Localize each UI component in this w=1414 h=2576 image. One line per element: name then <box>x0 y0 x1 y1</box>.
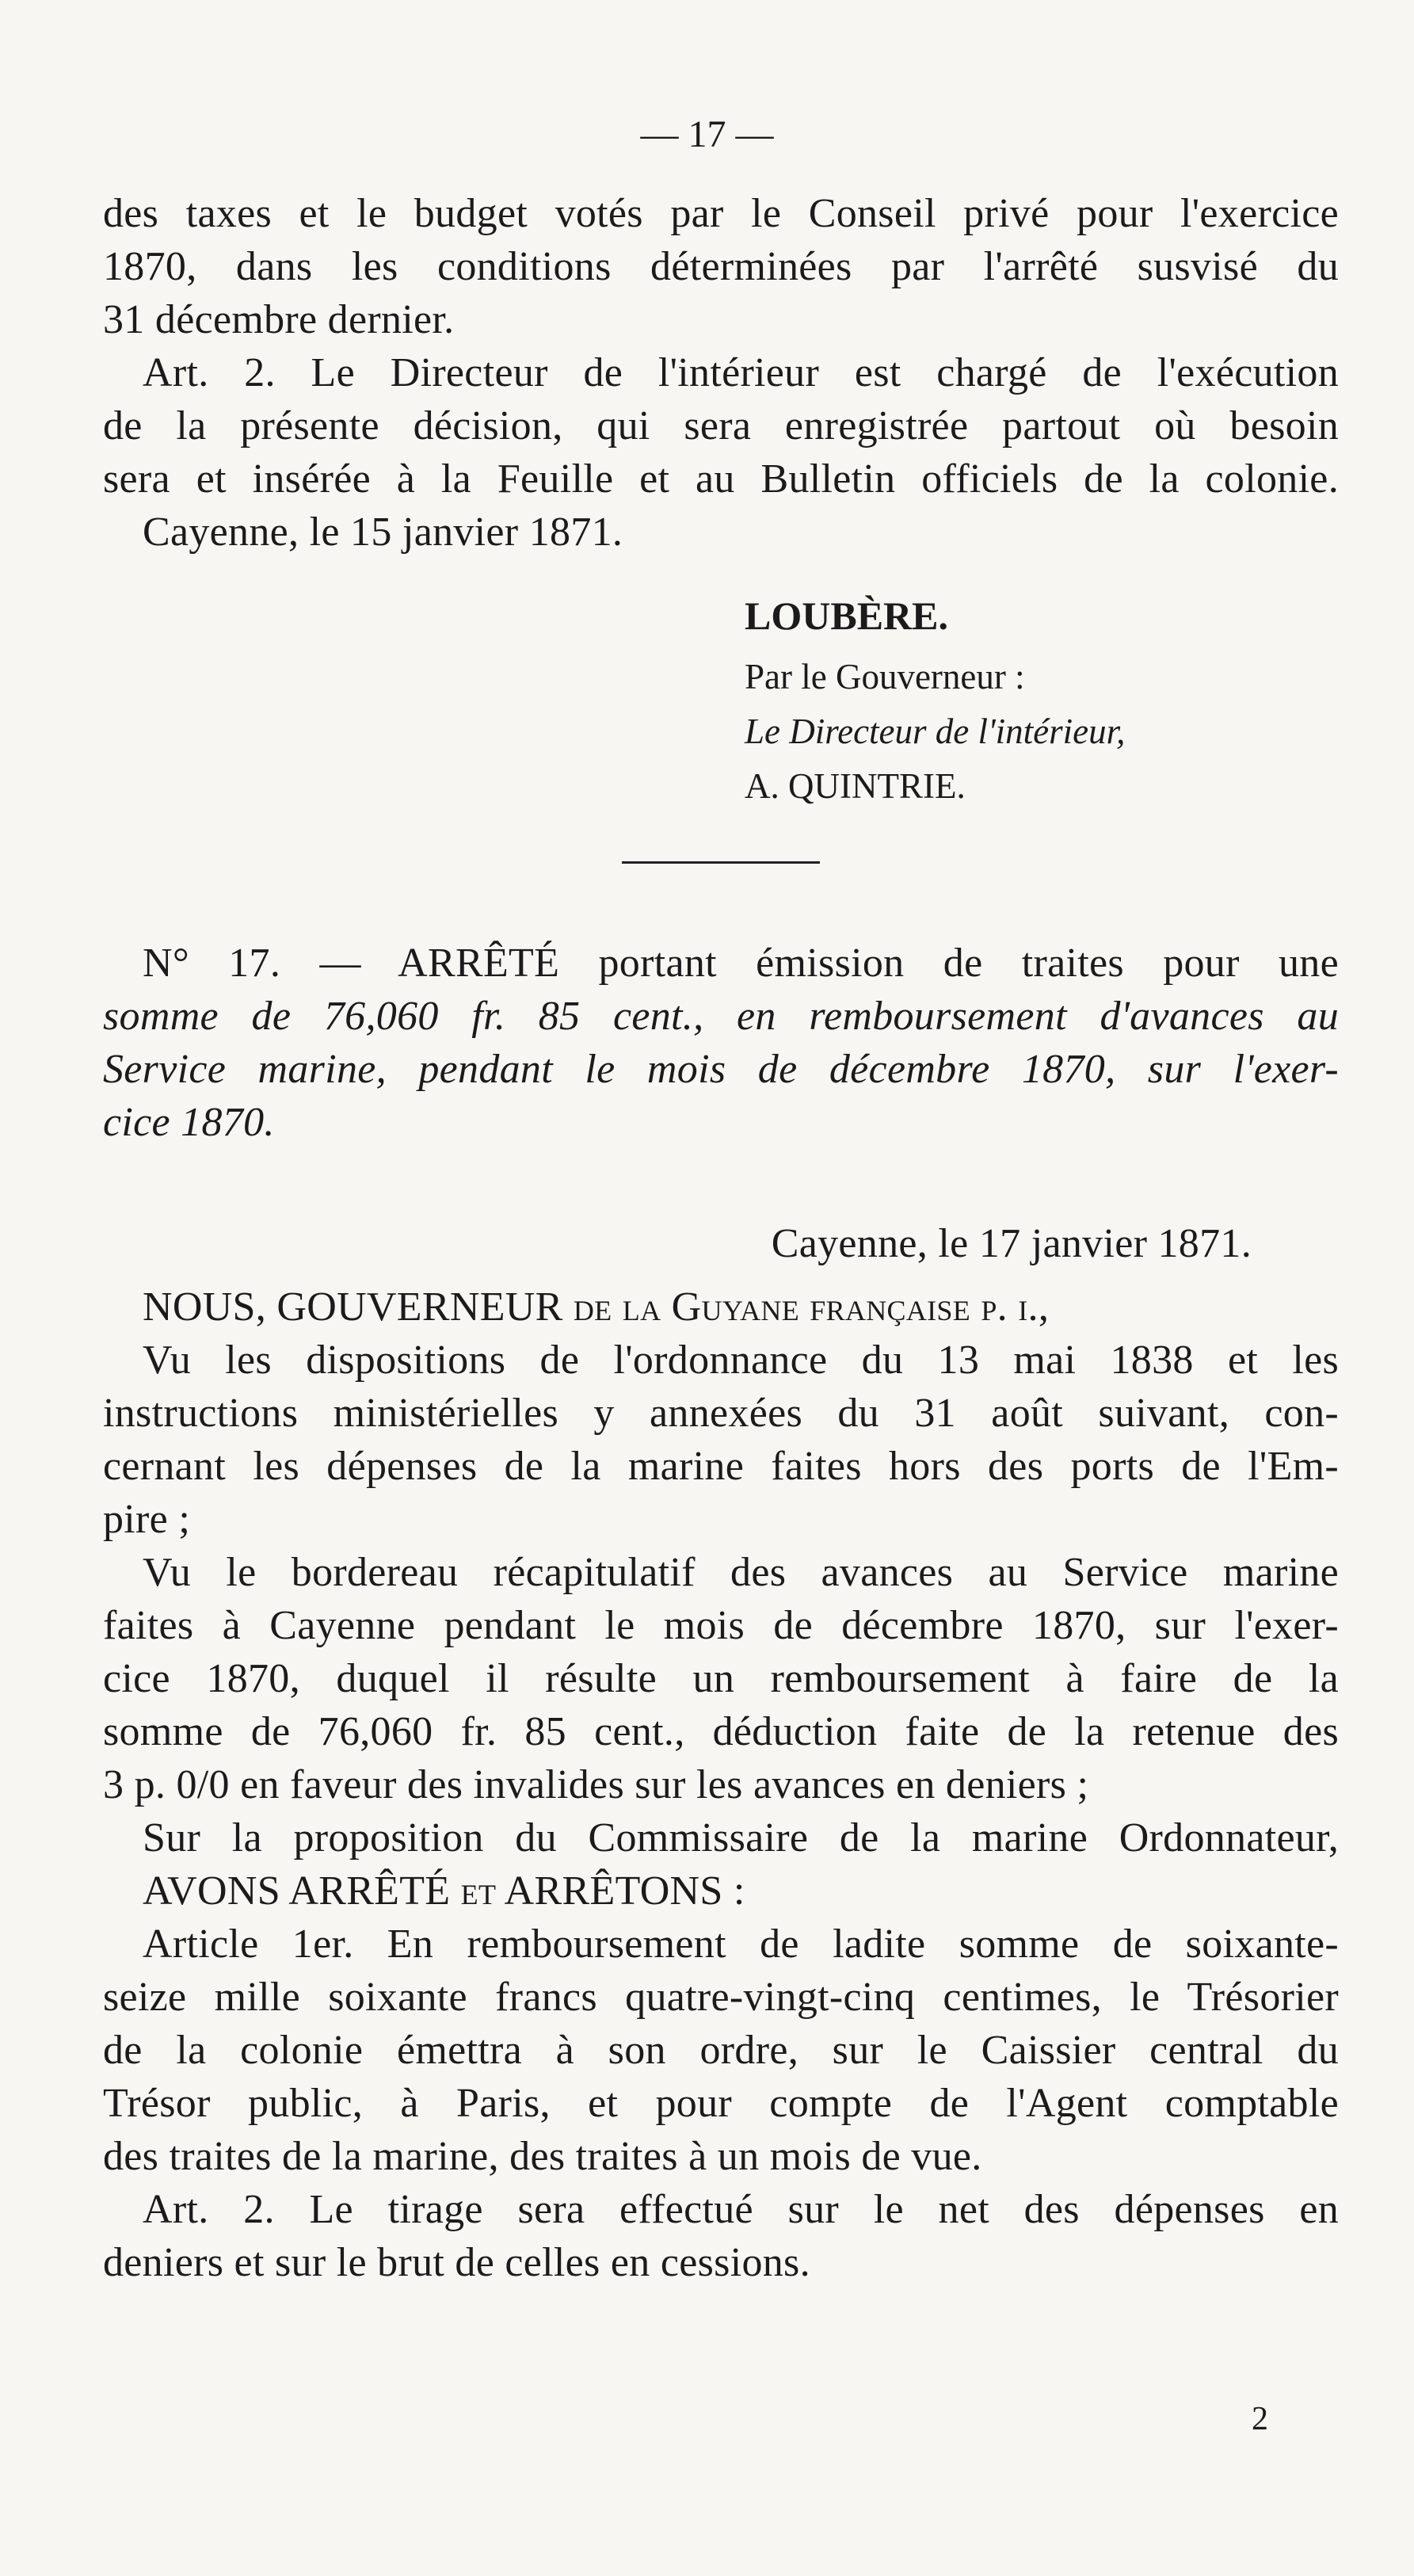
body-line-13: Article 1er. En remboursement de ladite somme de soixante- <box>143 1922 1339 1967</box>
intro-line-1: des taxes et le budget votés par le Conseil privé pour l'exercice <box>103 191 1339 236</box>
body-line-11: Sur la proposition du Commissaire de la marine Ordonnateur, <box>143 1815 1339 1860</box>
intro-line-6: sera et insérée à la Feuille et au Bulletin officiels de la colonie. <box>103 456 1339 502</box>
intro-line-2: 1870, dans les conditions déterminées par l'arrêté susvisé du <box>103 244 1339 289</box>
intro-line-4: Art. 2. Le Directeur de l'intérieur est chargé de l'exécution <box>143 350 1339 395</box>
decree-line-2: somme de 76,060 fr. 85 cent., en remboursement d'avances au <box>103 994 1339 1039</box>
body-line-12: AVONS ARRÊTÉ et ARRÊTONS : <box>143 1868 745 1914</box>
body-line-9: somme de 76,060 fr. 85 cent., déduction faite de la retenue des <box>103 1709 1339 1754</box>
signature-line-2: Le Directeur de l'intérieur, <box>745 712 1126 751</box>
body-line-2: Vu les dispositions de l'ordonnance du 13 mai 1838 et les <box>143 1338 1339 1383</box>
signature-line-1: Par le Gouverneur : <box>745 657 1025 696</box>
intro-line-7: Cayenne, le 15 janvier 1871. <box>143 509 623 555</box>
page-number: — 17 — <box>640 113 774 155</box>
intro-line-5: de la présente décision, qui sera enregistrée partout où besoin <box>103 403 1339 448</box>
body-line-16: Trésor public, à Paris, et pour compte de l'Agent comptable <box>103 2081 1339 2126</box>
body-line-14: seize mille soixante francs quatre-vingt-cinq centimes, le Trésorier <box>103 1975 1339 2020</box>
body-line-7: faites à Cayenne pendant le mois de décembre 1870, sur l'exer- <box>103 1603 1339 1648</box>
date-line: Cayenne, le 17 janvier 1871. <box>771 1221 1252 1266</box>
body-line-10: 3 p. 0/0 en faveur des invalides sur les avances en deniers ; <box>103 1762 1089 1807</box>
body-line-5: pire ; <box>103 1497 191 1542</box>
signature-mark: 2 <box>1252 2401 1268 2437</box>
body-line-17: des traites de la marine, des traites à un mois de vue. <box>103 2134 982 2179</box>
body-line-6: Vu le bordereau récapitulatif des avances au Service marine <box>143 1550 1339 1595</box>
body-line-1: NOUS, GOUVERNEUR de la Guyane française p. i., <box>143 1284 1050 1330</box>
body-line-4: cernant les dépenses de la marine faites hors des ports de l'Em- <box>103 1444 1339 1489</box>
decree-line-1: N° 17. — ARRÊTÉ portant émission de traites pour une <box>143 941 1339 986</box>
decree-line-3: Service marine, pendant le mois de décembre 1870, sur l'exer- <box>103 1047 1339 1092</box>
decree-line-4: cice 1870. <box>103 1100 275 1145</box>
body-line-15: de la colonie émettra à son ordre, sur le Caissier central du <box>103 2028 1339 2073</box>
body-line-19: deniers et sur le brut de celles en cessions. <box>103 2240 810 2285</box>
body-line-18: Art. 2. Le tirage sera effectué sur le net des dépenses en <box>143 2187 1339 2232</box>
body-line-3: instructions ministérielles y annexées du 31 août suivant, con- <box>103 1391 1339 1436</box>
signature-name: LOUBÈRE. <box>745 593 949 638</box>
signature-line-3: A. QUINTRIE. <box>745 766 966 806</box>
intro-line-3: 31 décembre dernier. <box>103 297 455 342</box>
body-line-8: cice 1870, duquel il résulte un remboursement à faire de la <box>103 1656 1339 1701</box>
section-divider <box>622 861 820 864</box>
